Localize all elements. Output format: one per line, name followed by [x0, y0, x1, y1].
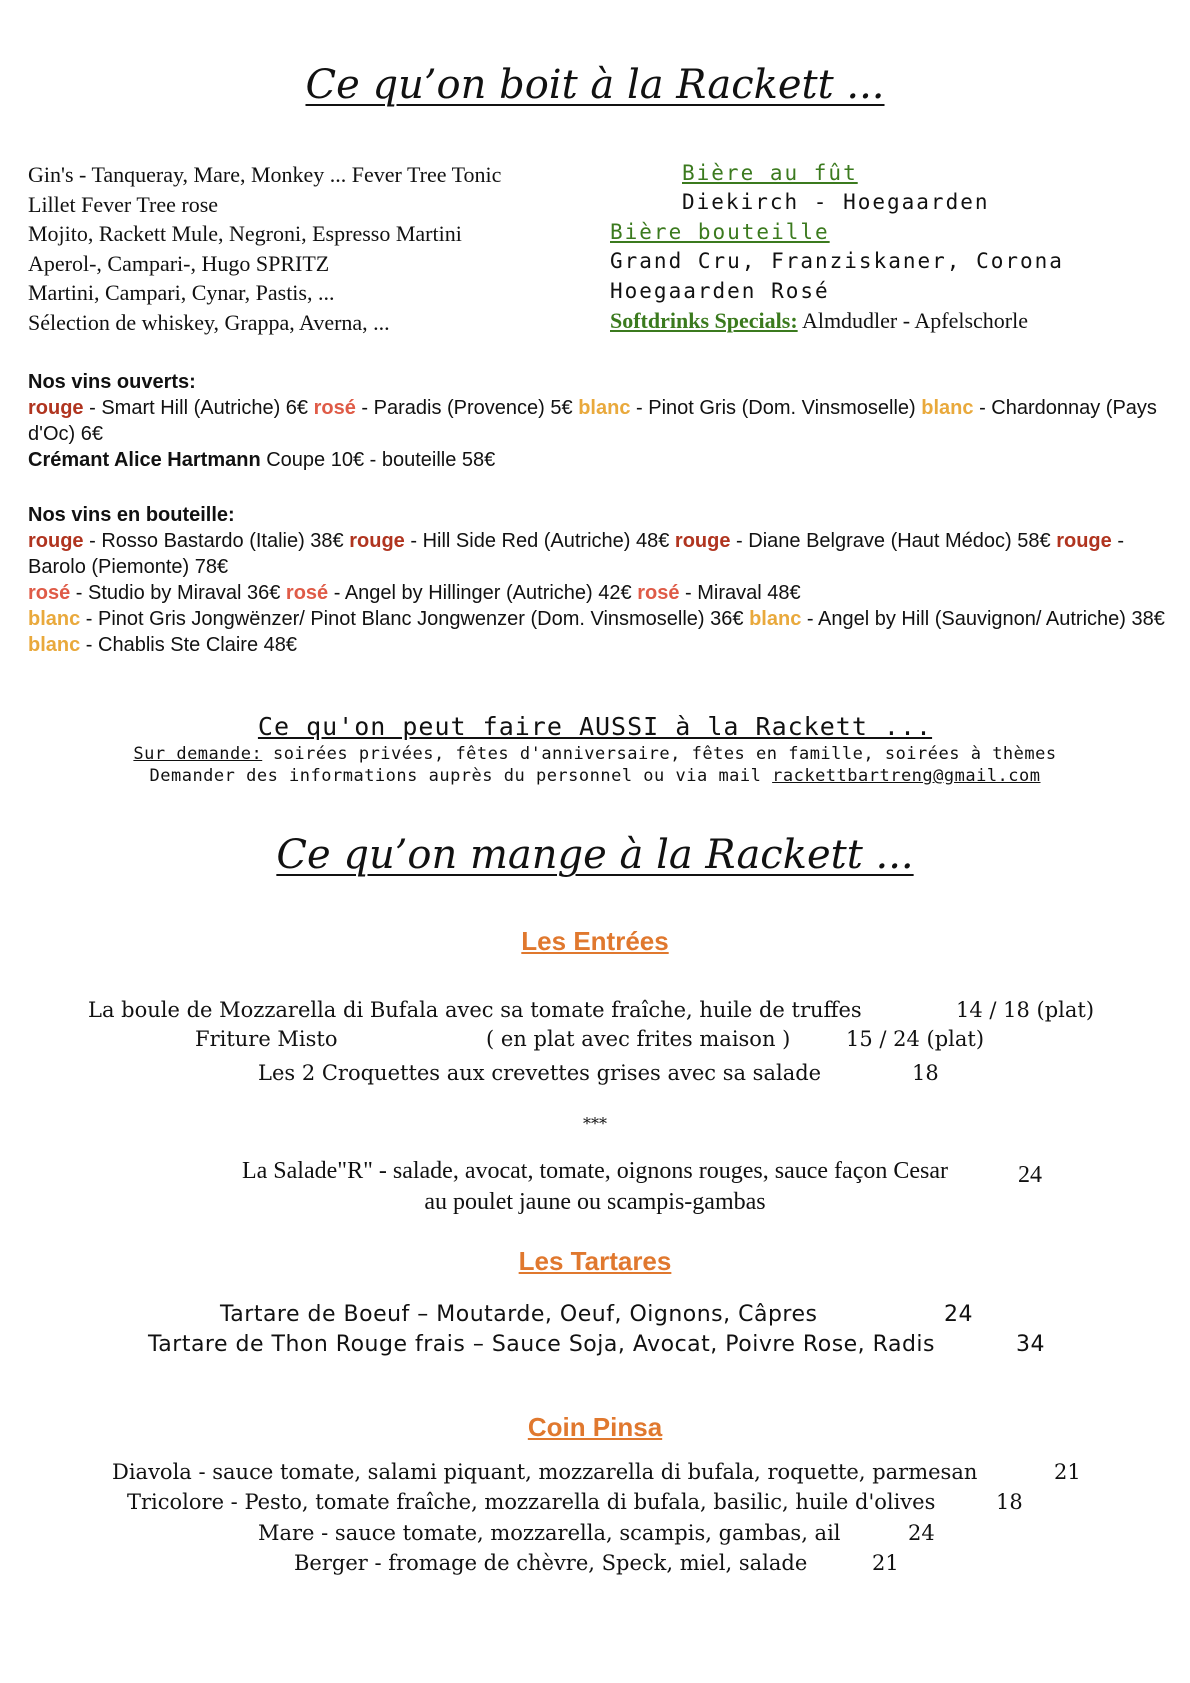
- list-item: Aperol-, Campari-, Hugo SPRITZ: [28, 250, 330, 276]
- bottle-wines-heading: Nos vins en bouteille:: [28, 504, 235, 526]
- wine-color-label: rosé: [637, 582, 680, 604]
- open-wines: [28, 369, 1168, 473]
- wine-item: - Pinot Gris Jongwënzer/ Pinot Blanc Jongwenzer (Dom. Vinsmoselle) 36€: [80, 608, 750, 630]
- wine-color-label: blanc: [749, 608, 802, 630]
- menu-item-note: ( en plat avec frites maison ): [486, 1027, 791, 1051]
- wine-item: - Studio by Miraval 36€: [70, 582, 286, 604]
- demand-text: soirées privées, fêtes d'anniversaire, fêtes en famille, soirées à thèmes: [262, 744, 1057, 764]
- entrees-heading: Les Entrées: [521, 926, 669, 956]
- menu-item-price: 21: [872, 1551, 899, 1575]
- wine-item: - Barolo (Piemonte) 78€: [28, 530, 1124, 578]
- bottle-beer-items-2: Hoegaarden Rosé: [610, 279, 830, 303]
- menu-item-price: 15 / 24 (plat): [846, 1027, 985, 1051]
- tartares-heading: Les Tartares: [518, 1246, 672, 1276]
- cremant-name: Crémant Alice Hartmann: [28, 449, 261, 471]
- menu-item-name: Mare - sauce tomate, mozzarella, scampis, gambas, ail: [258, 1521, 841, 1545]
- bottle-beer-label: Bière bouteille: [610, 220, 830, 244]
- bottle-wines: [28, 502, 1168, 658]
- menu-item-price: 18: [996, 1490, 1023, 1514]
- list-item: Sélection de whiskey, Grappa, Averna, ...: [28, 309, 390, 335]
- menu-item-price: 21: [1054, 1460, 1081, 1484]
- wine-color-label: rouge: [349, 530, 405, 552]
- wine-item: - Smart Hill (Autriche) 6€: [83, 397, 314, 419]
- wine-item: - Chardonnay (Pays d'Oc) 6€: [28, 397, 1157, 445]
- list-item: Martini, Campari, Cynar, Pastis, ...: [28, 280, 335, 306]
- menu-item-name: La Salade"R" - salade, avocat, tomate, oignons rouges, sauce façon Cesar: [241, 1158, 948, 1184]
- menu-item-description: au poulet jaune ou scampis-gambas: [424, 1189, 766, 1215]
- wine-color-label: rouge: [28, 397, 84, 419]
- cremant-line: [28, 447, 1168, 473]
- menu-item-name: Tartare de Boeuf – Moutarde, Oeuf, Oignons, Câpres: [220, 1302, 818, 1327]
- list-item: Lillet Fever Tree rose: [28, 191, 219, 217]
- wine-color-label: rosé: [313, 397, 356, 419]
- wine-item: - Hill Side Red (Autriche) 48€: [404, 530, 675, 552]
- list-item: Gin's - Tanqueray, Mare, Monkey ... Fever Tree Tonic: [28, 162, 502, 187]
- menu-item-name: La boule de Mozzarella di Bufala avec sa tomate fraîche, huile de truffes: [88, 998, 862, 1022]
- drinks-title: Ce qu’on boit à la Rackett ...: [305, 62, 885, 108]
- softdrinks-label: Softdrinks Specials:: [610, 308, 798, 333]
- food-title: Ce qu’on mange à la Rackett ...: [276, 832, 914, 878]
- wine-color-label: blanc: [28, 608, 81, 630]
- separator: ***: [583, 1114, 607, 1133]
- wine-item: - Miraval 48€: [679, 582, 801, 604]
- bottle-beer-items-1: Grand Cru, Franziskaner, Corona: [610, 249, 1064, 273]
- open-wines-list: [28, 395, 1168, 447]
- pinsa-heading: Coin Pinsa: [527, 1412, 663, 1442]
- wine-color-label: rouge: [1056, 530, 1112, 552]
- wine-item: - Pinot Gris (Dom. Vinsmoselle): [630, 397, 922, 419]
- wine-item: - Paradis (Provence) 5€: [355, 397, 579, 419]
- bottle-wines-list: [28, 528, 1168, 580]
- menu-item-name: Les 2 Croquettes aux crevettes grises avec sa salade: [258, 1061, 822, 1085]
- menu-item-name: Friture Misto: [195, 1027, 338, 1051]
- draft-beer-items: Diekirch - Hoegaarden: [682, 190, 990, 214]
- menu-item-name: Diavola - sauce tomate, salami piquant, mozzarella di bufala, roquette, parmesan: [112, 1460, 978, 1484]
- aussi-demand-line: [0, 744, 1190, 764]
- menu-item-name: Berger - fromage de chèvre, Speck, miel, salade: [294, 1551, 808, 1575]
- menu-item-name: Tartare de Thon Rouge frais – Sauce Soja, Avocat, Poivre Rose, Radis: [148, 1332, 935, 1357]
- menu-item-price: 14 / 18 (plat): [956, 998, 1095, 1022]
- wine-color-label: blanc: [578, 397, 631, 419]
- open-wines-heading: Nos vins ouverts:: [28, 371, 196, 393]
- menu-item-price: 18: [912, 1061, 939, 1085]
- menu-item-price: 24: [908, 1521, 935, 1545]
- draft-beer-label: Bière au fût: [682, 161, 858, 185]
- wine-item: - Rosso Bastardo (Italie) 38€: [83, 530, 350, 552]
- wine-color-label: rouge: [674, 530, 731, 552]
- wine-color-label: rosé: [285, 582, 329, 604]
- wine-item: - Diane Belgrave (Haut Médoc) 58€: [730, 530, 1057, 552]
- email-link[interactable]: rackettbartreng@gmail.com: [772, 766, 1041, 786]
- menu-item-price: 34: [1016, 1332, 1045, 1357]
- cocktail-list: [28, 160, 501, 338]
- wine-color-label: blanc: [921, 397, 974, 419]
- info-text: Demander des informations auprès du personnel ou via mail: [149, 766, 773, 786]
- wine-color-label: blanc: [28, 634, 81, 656]
- menu-item-price: 24: [944, 1302, 973, 1327]
- list-item: Mojito, Rackett Mule, Negroni, Espresso Martini: [28, 221, 462, 247]
- softdrinks-items: Almdudler - Apfelschorle: [797, 308, 1028, 333]
- softdrinks-line: [610, 308, 1028, 334]
- menu-item-price: 24: [1018, 1162, 1042, 1188]
- bottle-wines-blanc: [28, 606, 1168, 658]
- wine-color-label: rosé: [28, 582, 71, 604]
- wine-item: - Angel by Hill (Sauvignon/ Autriche) 38€: [801, 608, 1165, 630]
- aussi-title: Ce qu'on peut faire AUSSI à la Rackett ...: [257, 712, 933, 741]
- demand-label: Sur demande:: [133, 744, 263, 764]
- wine-item: - Angel by Hillinger (Autriche) 42€: [328, 582, 638, 604]
- cremant-prices: Coupe 10€ - bouteille 58€: [260, 449, 496, 471]
- wine-color-label: rouge: [28, 530, 84, 552]
- menu-item-name: Tricolore - Pesto, tomate fraîche, mozzarella di bufala, basilic, huile d'olives: [127, 1490, 936, 1514]
- aussi-info-line: [0, 766, 1190, 786]
- bottle-wines-rose: [28, 580, 1168, 606]
- wine-item: - Chablis Ste Claire 48€: [80, 634, 298, 656]
